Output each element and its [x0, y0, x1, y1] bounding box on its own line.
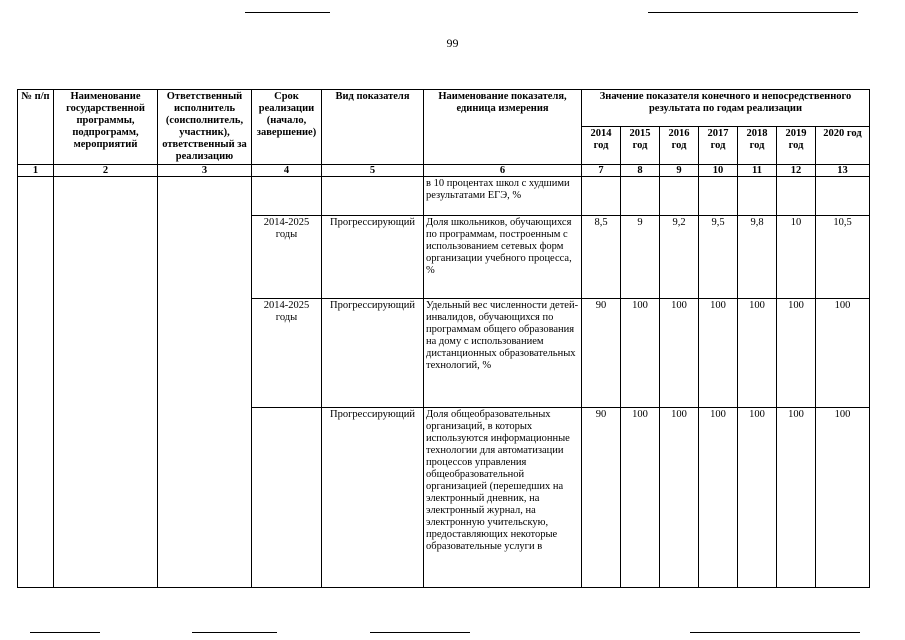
scan-line-bottom-4: [690, 632, 860, 633]
cell-responsible: [158, 177, 252, 588]
cell-number: [18, 177, 54, 588]
column-number: 8: [621, 165, 660, 177]
column-numbers-row: [18, 165, 870, 177]
cell-value: [816, 177, 870, 216]
cell-value: 100: [660, 408, 699, 588]
cell-value: 100: [738, 299, 777, 408]
scan-line-bottom-2: [192, 632, 277, 633]
cell-value: 9: [621, 216, 660, 299]
column-number: 7: [582, 165, 621, 177]
cell-indicator-name: Доля общеобразовательных организаций, в которых используются информационные технологии для автоматизации процессов управления общеобразовательной организацией (перешедших на электронный дневник, на электронный журнал, на электронную учительскую, предоставляющих некоторые образовательные услуги в: [424, 408, 582, 588]
indicators-table: [17, 89, 870, 588]
cell-value: 9,8: [738, 216, 777, 299]
cell-value: 9,2: [660, 216, 699, 299]
column-number: 5: [322, 165, 424, 177]
cell-value: 100: [777, 299, 816, 408]
cell-value: 9,5: [699, 216, 738, 299]
cell-value: 90: [582, 299, 621, 408]
cell-value: [660, 177, 699, 216]
column-number: 12: [777, 165, 816, 177]
cell-value: [621, 177, 660, 216]
scan-line-top-2: [648, 12, 858, 13]
cell-indicator-name: Доля школьников, обучающихся по программам, построенным с использованием сетевых форм организации учебного процесса, %: [424, 216, 582, 299]
header-year: 2017 год: [699, 127, 738, 165]
cell-value: 100: [816, 299, 870, 408]
cell-value: 10,5: [816, 216, 870, 299]
table-row: [18, 177, 870, 216]
cell-value: 100: [699, 299, 738, 408]
header-term: Срок реализации (начало, завершение): [252, 90, 322, 165]
column-number: 1: [18, 165, 54, 177]
cell-indicator-kind: Прогрессирующий: [322, 299, 424, 408]
cell-indicator-name: Удельный вес численности детей-инвалидов, обучающихся по программам общего образования на дому с использованием дистанционных образовательных технологий, %: [424, 299, 582, 408]
cell-value: 100: [621, 299, 660, 408]
header-row: [18, 90, 870, 127]
cell-value: 100: [738, 408, 777, 588]
column-number: 9: [660, 165, 699, 177]
column-number: 11: [738, 165, 777, 177]
cell-term: 2014-2025 годы: [252, 216, 322, 299]
cell-value: 8,5: [582, 216, 621, 299]
header-year: 2018 год: [738, 127, 777, 165]
header-year: 2016 год: [660, 127, 699, 165]
column-number: 2: [54, 165, 158, 177]
cell-value: 90: [582, 408, 621, 588]
cell-term: [252, 408, 322, 588]
cell-term: [252, 177, 322, 216]
cell-indicator-kind: Прогрессирующий: [322, 408, 424, 588]
cell-value: [738, 177, 777, 216]
cell-value: 100: [660, 299, 699, 408]
header-indicator-name: Наименование показателя, единица измерения: [424, 90, 582, 165]
header-program-name: Наименование государственной программы, подпрограмм, мероприятий: [54, 90, 158, 165]
header-number: № п/п: [18, 90, 54, 165]
scan-line-bottom-1: [30, 632, 100, 633]
cell-indicator-kind: [322, 177, 424, 216]
header-year: 2019 год: [777, 127, 816, 165]
scan-line-bottom-3: [370, 632, 470, 633]
cell-value: [777, 177, 816, 216]
cell-value: [699, 177, 738, 216]
cell-indicator-kind: Прогрессирующий: [322, 216, 424, 299]
scan-line-top-1: [245, 12, 330, 13]
column-number: 6: [424, 165, 582, 177]
header-year: 2015 год: [621, 127, 660, 165]
page-number: 99: [446, 36, 459, 50]
column-number: 3: [158, 165, 252, 177]
cell-value: 100: [699, 408, 738, 588]
cell-value: 100: [816, 408, 870, 588]
cell-term: 2014-2025 годы: [252, 299, 322, 408]
column-number: 4: [252, 165, 322, 177]
cell-value: 100: [621, 408, 660, 588]
cell-value: 100: [777, 408, 816, 588]
cell-value: [582, 177, 621, 216]
cell-program-name: [54, 177, 158, 588]
header-responsible: Ответственный исполнитель (соисполнитель, участник), ответственный за реализацию: [158, 90, 252, 165]
column-number: 13: [816, 165, 870, 177]
cell-indicator-name: в 10 процентах школ с худшими результатами ЕГЭ, %: [424, 177, 582, 216]
column-number: 10: [699, 165, 738, 177]
header-indicator-kind: Вид показателя: [322, 90, 424, 165]
header-values: Значение показателя конечного и непосредственного результата по годам реализации: [582, 90, 870, 127]
header-year: 2014 год: [582, 127, 621, 165]
header-year: 2020 год: [816, 127, 870, 165]
cell-value: 10: [777, 216, 816, 299]
